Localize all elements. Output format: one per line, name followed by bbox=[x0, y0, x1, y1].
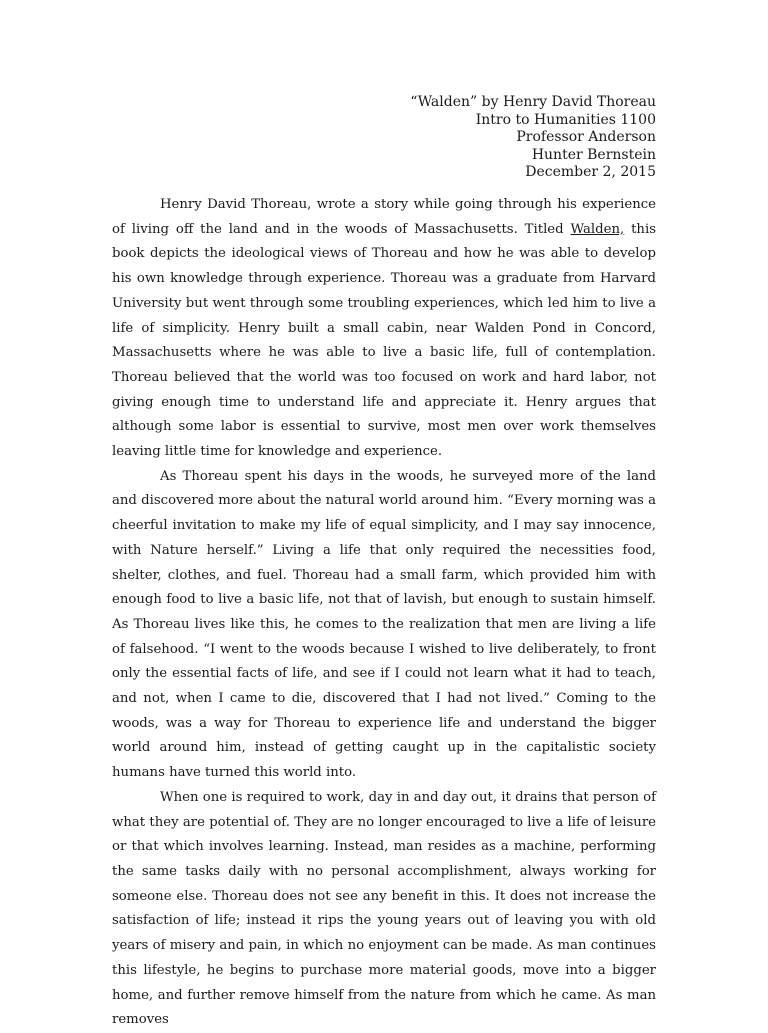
professor-name: Professor Anderson bbox=[516, 129, 656, 145]
paragraph-1-after: this book depicts the ideological views of Thoreau and how he was able to develop his own knowledge through experience. Thoreau was a graduate from Harvard University but went through some troubling experiences, which led him to live a life of simplicity. Henry built a small cabin, near Walden Pond in Concord, Massachusetts where he was able to live a basic life, full of contemplation. Thoreau believed that the world was too focused on work and hard labor, not giving enough time to understand life and appreciate it. Henry argues that although some labor is essential to survive, most men over work themselves leaving little time for knowledge and experience. bbox=[112, 221, 656, 460]
essay-body bbox=[112, 193, 656, 1033]
paragraph-1-before: Henry David Thoreau, wrote a story while going through his experience of living off the land and in the woods of Massachusetts. Titled bbox=[112, 197, 656, 237]
book-title-walden: Walden, bbox=[570, 221, 625, 237]
paragraph-3: When one is required to work, day in and day out, it drains that person of what they are potential of. They are no longer encouraged to live a life of leisure or that which involves learning. Instead, man resides as a machine, performing the same tasks daily with no personal accomplishment, always working for someone else. Thoreau does not see any benefit in this. It does not increase the satisfaction of life; instead it rips the young years out of leaving you with old years of misery and pain, in which no enjoyment can be made. As man continues this lifestyle, he begins to purchase more material goods, move into a bigger home, and further remove himself from the nature from which he came. As man removes bbox=[112, 789, 656, 1028]
paragraph-1 bbox=[112, 193, 656, 465]
essay-date: December 2, 2015 bbox=[525, 164, 656, 180]
essay-header bbox=[410, 94, 656, 182]
paragraph-2: As Thoreau spent his days in the woods, he surveyed more of the land and discovered more about the natural world around him. “Every morning was a cheerful invitation to make my life of equal simplicity, and I may say innocence, with Nature herself.” Living a life that only required the necessities food, shelter, clothes, and fuel. Thoreau had a small farm, which provided him with enough food to live a basic life, not that of lavish, but enough to sustain himself. As Thoreau lives like this, he comes to the realization that men are living a life of falsehood. “I went to the woods because I wished to live deliberately, to front only the essential facts of life, and see if I could not learn what it had to teach, and not, when I came to die, discovered that I had not lived.” Coming to the woods, was a way for Thoreau to experience life and understand the bigger world around him, instead of getting caught up in the capitalistic society humans have turned this world into. bbox=[112, 468, 656, 781]
author-name: Hunter Bernstein bbox=[531, 146, 656, 163]
course-name: Intro to Humanities 1100 bbox=[475, 111, 656, 128]
essay-title: “Walden” by Henry David Thoreau bbox=[410, 94, 656, 110]
